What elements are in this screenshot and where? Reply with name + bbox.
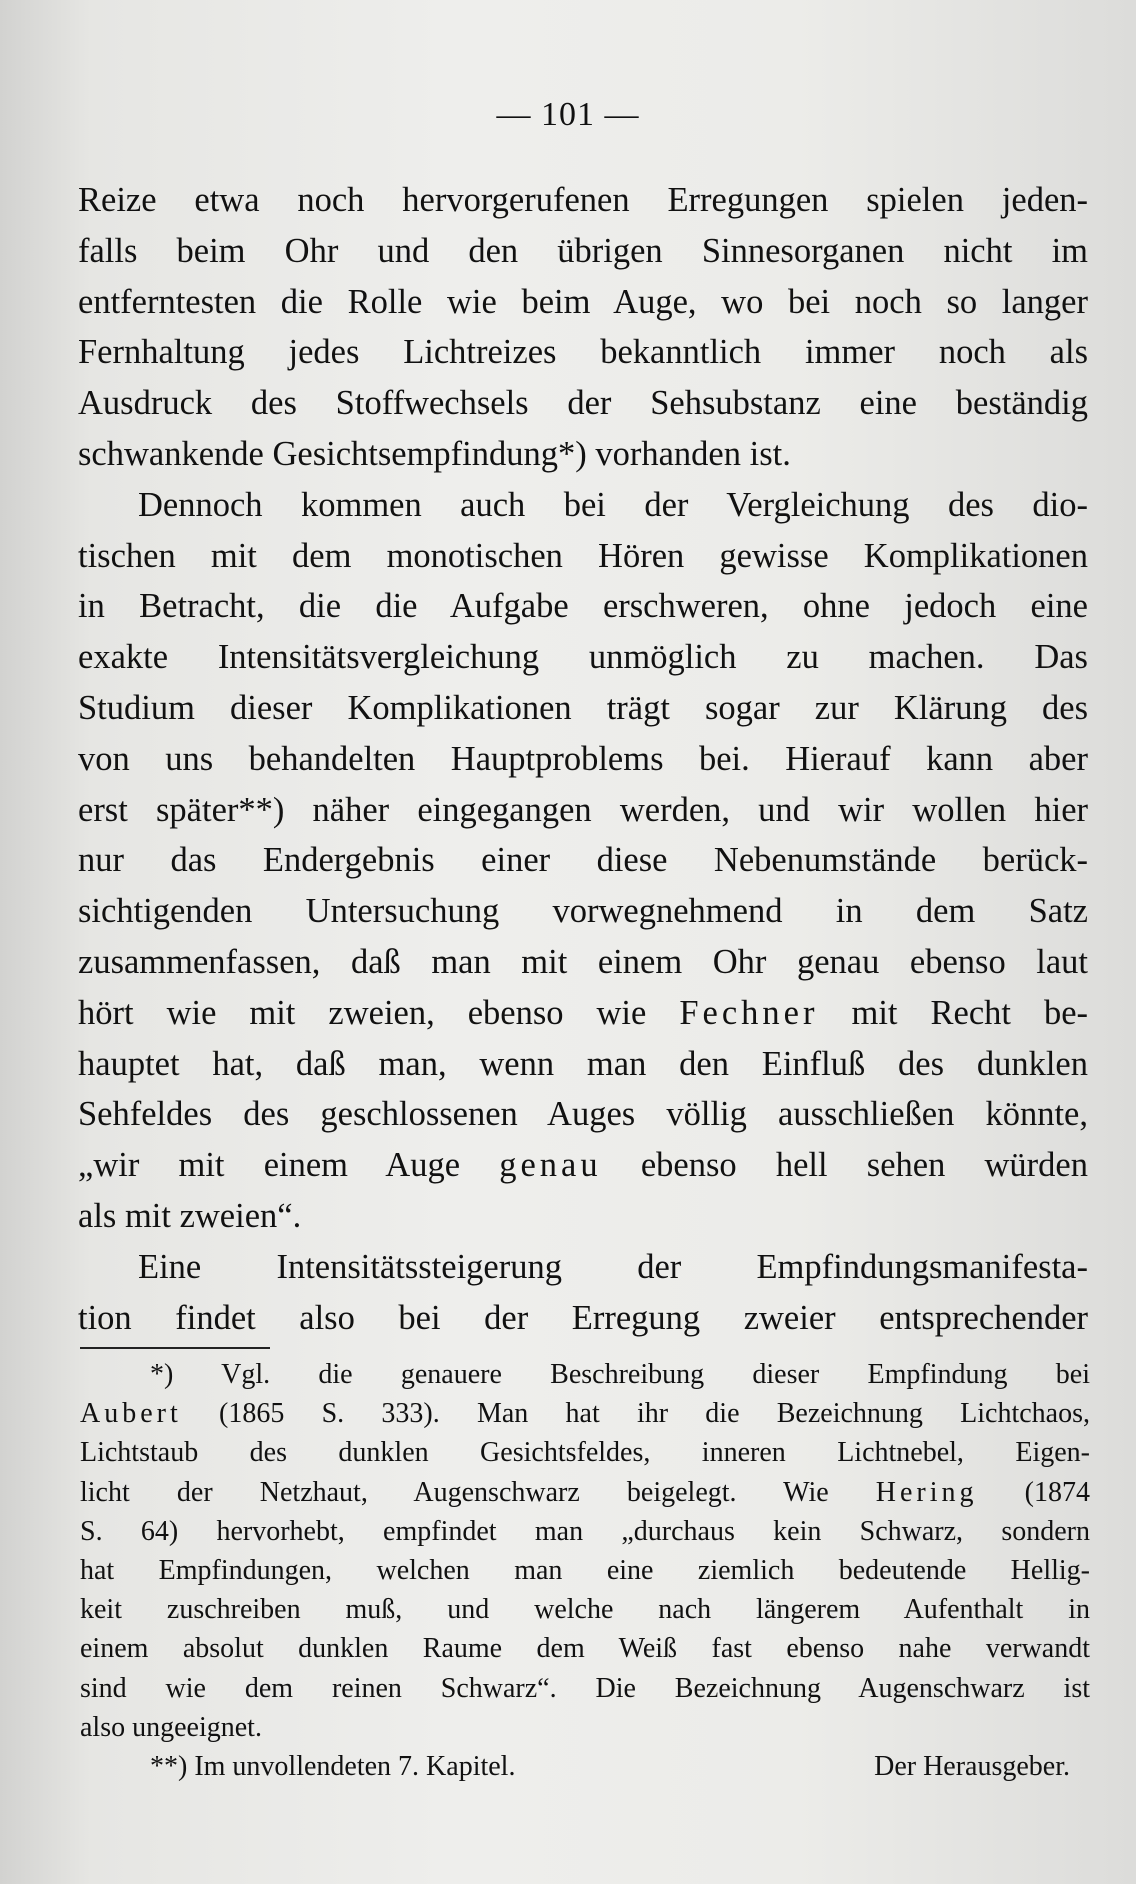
text-line: zusammenfassen, daß man mit einem Ohr genau ebenso laut bbox=[78, 942, 1088, 981]
footnotes bbox=[80, 1355, 1090, 1786]
text-line: tion findet also bei der Erregung zweier entsprechender bbox=[78, 1298, 1088, 1337]
text-line: Dennoch kommen auch bei der Vergleichung des dio- bbox=[138, 485, 1088, 524]
footnote-line: sind wie dem reinen Schwarz“. Die Bezeichnung Augenschwarz ist bbox=[80, 1672, 1090, 1704]
text-line: hauptet hat, daß man, wenn man den Einfluß des dunklen bbox=[78, 1044, 1088, 1083]
text-line: falls beim Ohr und den übrigen Sinnesorganen nicht im bbox=[78, 231, 1088, 270]
text-line: als mit zweien“. bbox=[78, 1196, 302, 1235]
text-line bbox=[78, 1140, 1088, 1191]
footnote-2 bbox=[80, 1747, 1090, 1786]
text-line: Fernhaltung jedes Lichtreizes bekanntlich immer noch als bbox=[78, 333, 1088, 372]
text-line: sichtigenden Untersuchung vorwegnehmend in dem Satz bbox=[78, 892, 1088, 931]
text-line: exakte Intensitätsvergleichung unmöglich zu machen. Das bbox=[78, 638, 1088, 677]
main-text bbox=[78, 175, 1088, 1343]
text-line: in Betracht, die die Aufgabe erschweren, ohne jedoch eine bbox=[78, 587, 1088, 626]
text-line: erst später**) näher eingegangen werden, und wir wollen hier bbox=[78, 790, 1088, 829]
footnote-line: einem absolut dunklen Raume dem Weiß fast ebenso nahe verwandt bbox=[80, 1633, 1090, 1665]
text-segment: mit Recht be- bbox=[851, 993, 1089, 1032]
text-line: Reize etwa noch hervorgerufenen Erregungen spielen jeden- bbox=[78, 181, 1088, 219]
footnote-text: **) Im unvollendeten 7. Kapitel. bbox=[150, 1751, 516, 1783]
footnote-line: keit zuschreiben muß, und welche nach längerem Aufenthalt in bbox=[80, 1594, 1090, 1626]
text-segment: (1874 bbox=[1024, 1476, 1090, 1508]
text-segment: (1865 S. 333). Man hat ihr die Bezeichnung Lichtchaos, bbox=[219, 1398, 1091, 1430]
text-line: von uns behandelten Hauptproblems bei. Hierauf kann aber bbox=[78, 739, 1088, 778]
editor-signature: Der Herausgeber. bbox=[874, 1751, 1070, 1783]
text-line: entferntesten die Rolle wie beim Auge, wo bei noch so langer bbox=[78, 282, 1088, 321]
footnote-line: S. 64) hervorhebt, empfindet man „durchaus kein Schwarz, sondern bbox=[80, 1515, 1090, 1547]
paragraph-2 bbox=[78, 480, 1088, 1242]
author-name-fechner: Fechner bbox=[679, 993, 819, 1032]
text-segment: ebenso hell sehen würden bbox=[640, 1146, 1088, 1185]
text-line: Sehfeldes des geschlossenen Auges völlig ausschließen könnte, bbox=[78, 1095, 1088, 1134]
page-number: — 101 — bbox=[496, 96, 640, 133]
footnote-line bbox=[80, 1473, 1090, 1512]
footnote-divider bbox=[80, 1347, 270, 1349]
text-line: schwankende Gesichtsempfindung*) vorhanden ist. bbox=[78, 434, 791, 473]
emphasis-genau: genau bbox=[499, 1146, 602, 1185]
footnote-line: *) Vgl. die genauere Beschreibung dieser Empfindung bei bbox=[150, 1359, 1090, 1390]
text-line: tischen mit dem monotischen Hören gewisse Komplikationen bbox=[78, 536, 1088, 575]
text-line: nur das Endergebnis einer diese Nebenumstände berück- bbox=[78, 841, 1088, 880]
text-segment: „wir mit einem Auge bbox=[78, 1146, 461, 1185]
author-name-hering: Hering bbox=[875, 1476, 978, 1508]
author-name-aubert: Aubert bbox=[80, 1398, 182, 1430]
text-line: Eine Intensitätssteigerung der Empfindungsmanifesta- bbox=[138, 1247, 1088, 1286]
paragraph-3 bbox=[78, 1242, 1088, 1344]
text-line: Ausdruck des Stoffwechsels der Sehsubstanz eine beständig bbox=[78, 384, 1088, 423]
footnote-line: Lichtstaub des dunklen Gesichtsfeldes, inneren Lichtnebel, Eigen- bbox=[80, 1437, 1090, 1469]
text-line: Studium dieser Komplikationen trägt sogar zur Klärung des bbox=[78, 688, 1088, 727]
footnote-line bbox=[80, 1394, 1090, 1433]
text-segment: hört wie mit zweien, ebenso wie bbox=[78, 993, 647, 1032]
footnote-1 bbox=[80, 1355, 1090, 1747]
text-line bbox=[78, 988, 1088, 1039]
footnote-line: hat Empfindungen, welchen man eine ziemlich bedeutende Hellig- bbox=[80, 1555, 1090, 1587]
footnote-line: also ungeeignet. bbox=[80, 1711, 262, 1743]
paragraph-1 bbox=[78, 175, 1088, 480]
text-segment: licht der Netzhaut, Augenschwarz beigelegt. Wie bbox=[80, 1476, 829, 1508]
